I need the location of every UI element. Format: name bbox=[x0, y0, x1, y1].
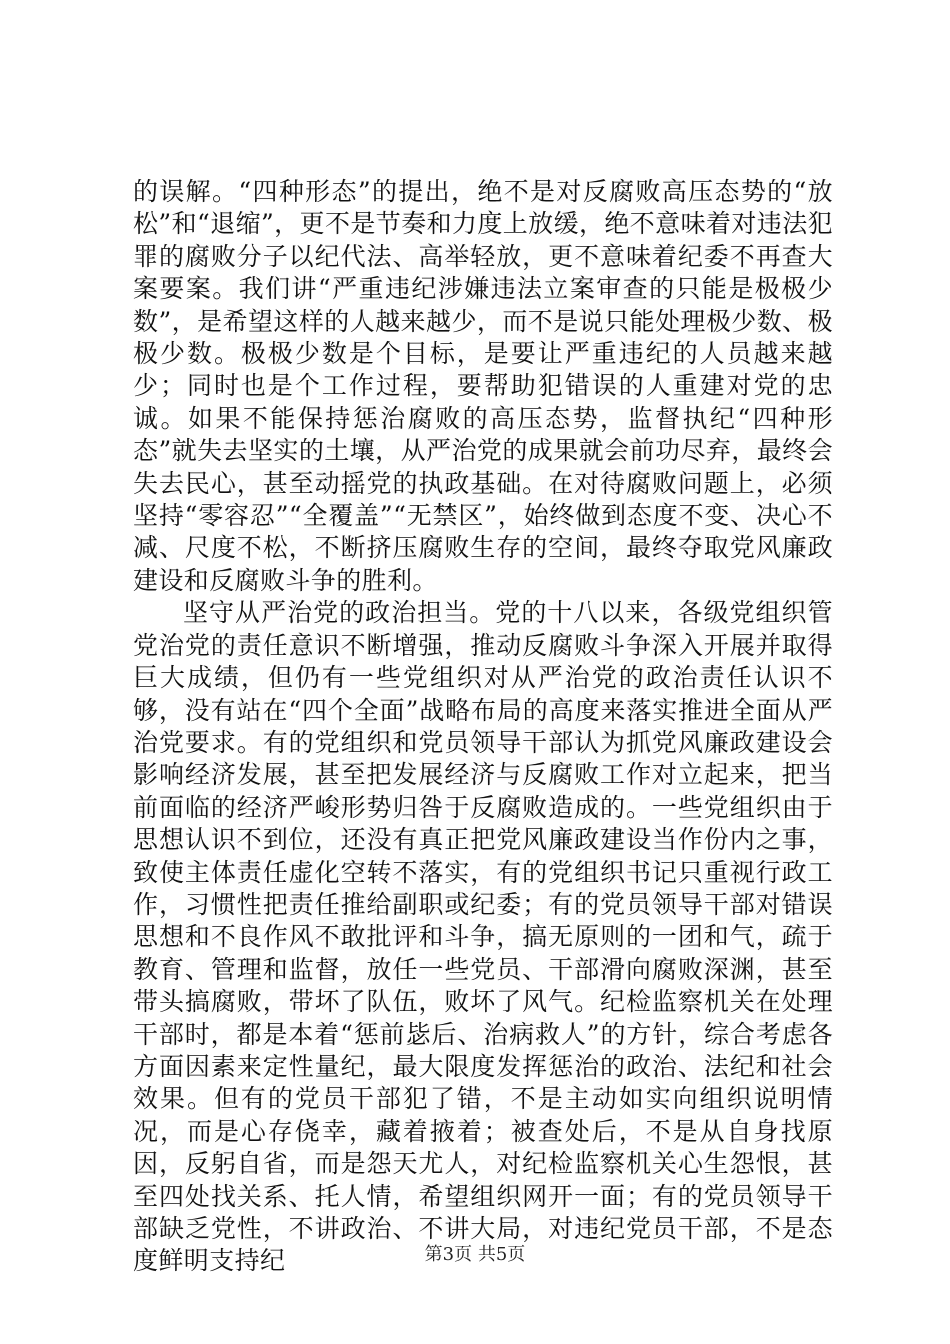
paragraph-1: 的误解。“四种形态”的提出，绝不是对反腐败高压态势的“放松”和“退缩”，更不是节奏和力度上放缓，绝不意味着对违法犯罪的腐败分子以纪代法、高举轻放，更不意味着纪委不再查大案要案。我们讲“严重违纪涉嫌违法立案审查的只能是极极少数”，是希望这样的人越来越少，而不是说只能处理极少数、极极少数。极极少数是个目标，是要让严重违纪的人员越来越少；同时也是个工作过程，要帮助犯错误的人重建对党的忠诚。如果不能保持惩治腐败的高压态势，监督执纪“四种形态”就失去坚实的土壤，从严治党的成果就会前功尽弃，最终会失去民心，甚至动摇党的执政基础。在对待腐败问题上，必须坚持“零容忍”“全覆盖”“无禁区”，始终做到态度不变、决心不减、尺度不松，不断挤压腐败生存的空间，最终夺取党风廉政建设和反腐败斗争的胜利。 bbox=[133, 177, 833, 595]
paragraph-2: 坚守从严治党的政治担当。党的十八以来，各级党组织管党治党的责任意识不断增强，推动反腐败斗争深入开展并取得巨大成绩，但仍有一些党组织对从严治党的政治责任认识不够，没有站在“四个全面”战略布局的高度来落实推进全面从严治党要求。有的党组织和党员领导干部认为抓党风廉政建设会影响经济发展，甚至把发展经济与反腐败工作对立起来，把当前面临的经济严峻形势归咎于反腐败造成的。一些党组织由于思想认识不到位，还没有真正把党风廉政建设当作份内之事，致使主体责任虚化空转不落实，有的党组织书记只重视行政工作，习惯性把责任推给副职或纪委；有的党员领导干部对错误思想和不良作风不敢批评和斗争，搞无原则的一团和气，疏于教育、管理和监督，放任一些党员、干部滑向腐败深渊，甚至带头搞腐败，带坏了队伍，败坏了风气。纪检监察机关在处理干部时，都是本着“惩前毖后、治病救人”的方针，综合考虑各方面因素来定性量纪，最大限度发挥惩治的政治、法纪和社会效果。但有的党员干部犯了错，不是主动如实向组织说明情况，而是心存侥幸，藏着掖着；被查处后，不是从自身找原因，反躬自省，而是怨天尤人，对纪检监察机关心生怨恨，甚至四处找关系、托人情，希望组织网开一面；有的党员领导干部缺乏党性，不讲政治、不讲大局，对违纪党员干部，不是态度鲜明支持纪 bbox=[133, 598, 833, 1276]
document-body bbox=[133, 176, 833, 1278]
page-number-footer: 第3页 共5页 bbox=[424, 1244, 526, 1265]
